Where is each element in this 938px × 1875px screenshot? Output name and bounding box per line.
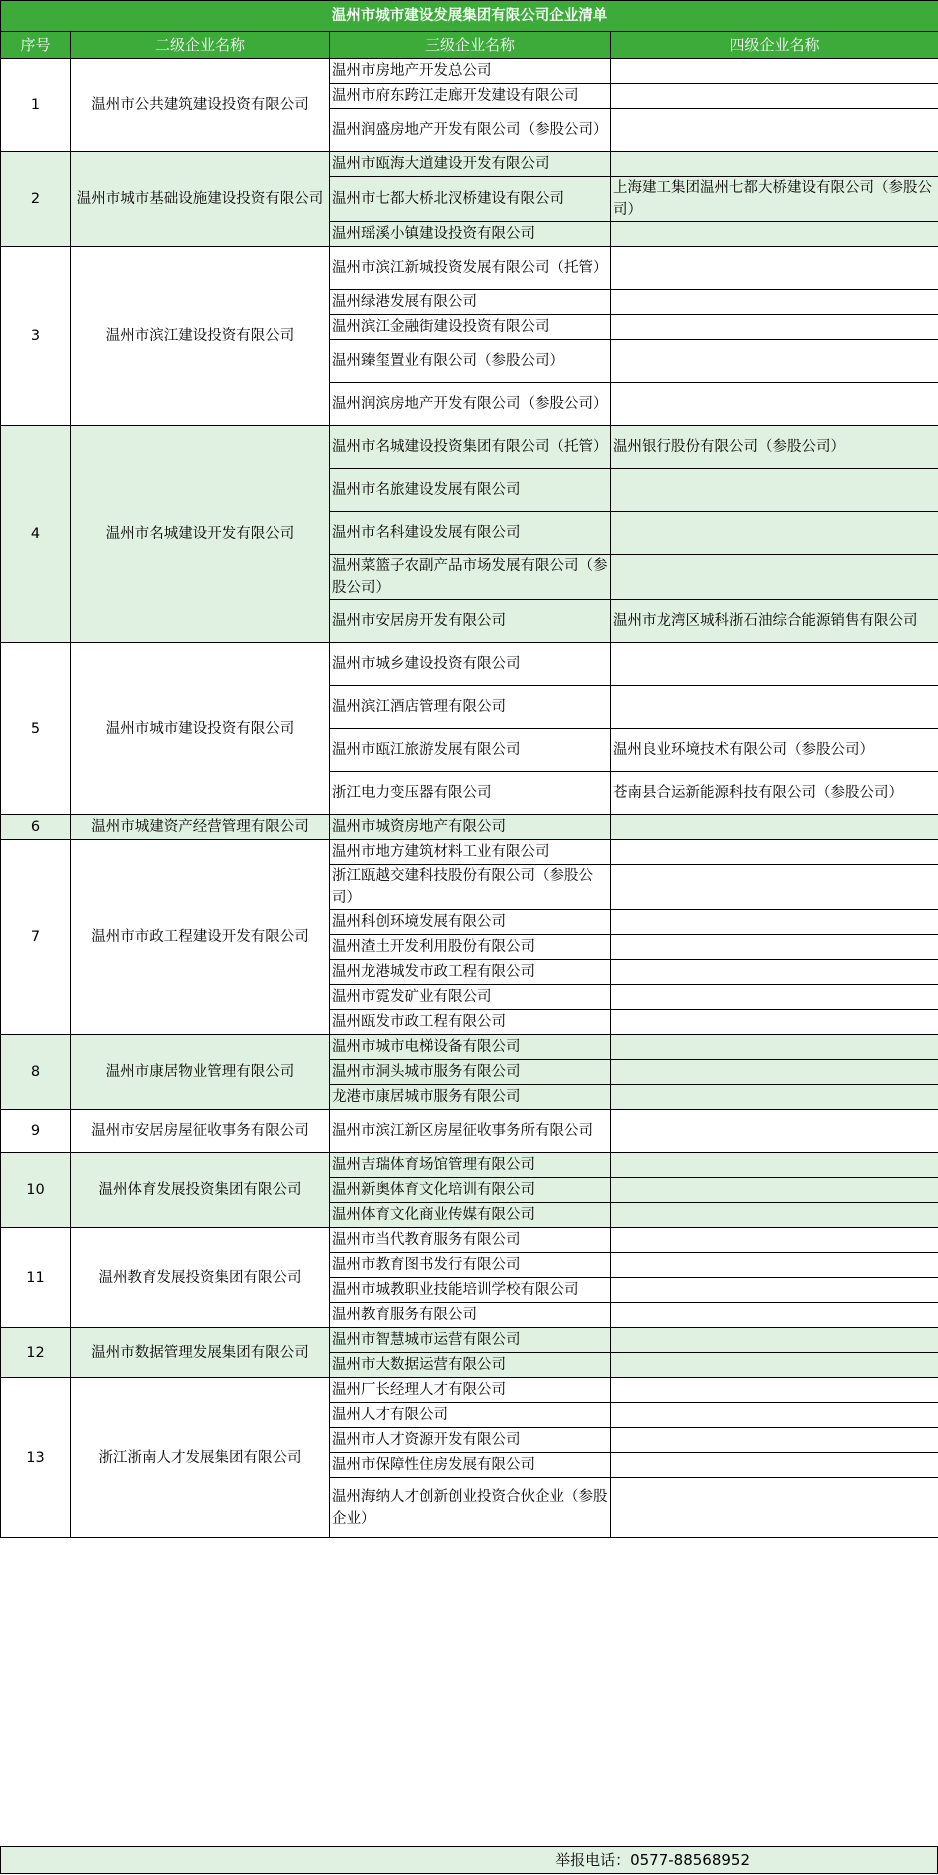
header-index: 序号 bbox=[1, 32, 71, 59]
table-row bbox=[1, 1228, 938, 1253]
row-index: 4 bbox=[1, 426, 71, 643]
level3-company: 温州菜篮子农副产品市场发展有限公司（参股公司） bbox=[330, 555, 611, 600]
level4-company bbox=[611, 315, 938, 340]
level3-company: 温州海纳人才创新创业投资合伙企业（参股企业） bbox=[330, 1478, 611, 1538]
level4-company: 苍南县合运新能源科技有限公司（参股公司） bbox=[611, 772, 938, 815]
row-index: 8 bbox=[1, 1035, 71, 1110]
row-index: 1 bbox=[1, 59, 71, 152]
level3-company: 温州市洞头城市服务有限公司 bbox=[330, 1060, 611, 1085]
level3-company: 温州人才有限公司 bbox=[330, 1403, 611, 1428]
level3-company: 温州市滨江新城投资发展有限公司（托管） bbox=[330, 247, 611, 290]
level4-company bbox=[611, 340, 938, 383]
row-index: 7 bbox=[1, 840, 71, 1035]
level3-company: 温州渣土开发利用股份有限公司 bbox=[330, 935, 611, 960]
level4-company bbox=[611, 1253, 938, 1278]
level4-company bbox=[611, 960, 938, 985]
level3-company: 温州润盛房地产开发有限公司（参股公司） bbox=[330, 109, 611, 152]
level2-company: 浙江浙南人才发展集团有限公司 bbox=[71, 1378, 330, 1538]
level3-company: 温州市城教职业技能培训学校有限公司 bbox=[330, 1278, 611, 1303]
row-index: 3 bbox=[1, 247, 71, 426]
level4-company: 温州良业环境技术有限公司（参股公司） bbox=[611, 729, 938, 772]
table-row bbox=[1, 426, 938, 469]
level4-company bbox=[611, 1085, 938, 1110]
level4-company: 温州市龙湾区城科浙石油综合能源销售有限公司 bbox=[611, 600, 938, 643]
level3-company: 温州市瓯江旅游发展有限公司 bbox=[330, 729, 611, 772]
level3-company: 温州市七都大桥北汊桥建设有限公司 bbox=[330, 177, 611, 222]
level4-company bbox=[611, 985, 938, 1010]
level3-company: 温州厂长经理人才有限公司 bbox=[330, 1378, 611, 1403]
level4-company bbox=[611, 222, 938, 247]
level3-company: 温州市当代教育服务有限公司 bbox=[330, 1228, 611, 1253]
report-hotline-text: 举报电话：0577-88568952 bbox=[555, 1851, 750, 1869]
level4-company bbox=[611, 1203, 938, 1228]
row-index: 5 bbox=[1, 643, 71, 815]
level4-company bbox=[611, 59, 938, 84]
level4-company bbox=[611, 1060, 938, 1085]
level3-company: 温州市房地产开发总公司 bbox=[330, 59, 611, 84]
level3-company: 温州市滨江新区房屋征收事务所有限公司 bbox=[330, 1110, 611, 1153]
level3-company: 温州市教育图书发行有限公司 bbox=[330, 1253, 611, 1278]
level4-company bbox=[611, 1153, 938, 1178]
header-level3: 三级企业名称 bbox=[330, 32, 611, 59]
level3-company: 温州滨江酒店管理有限公司 bbox=[330, 686, 611, 729]
level2-company: 温州市公共建筑建设投资有限公司 bbox=[71, 59, 330, 152]
level4-company bbox=[611, 555, 938, 600]
level4-company bbox=[611, 247, 938, 290]
table-row bbox=[1, 1328, 938, 1353]
level4-company bbox=[611, 1353, 938, 1378]
level3-company: 温州滨江金融街建设投资有限公司 bbox=[330, 315, 611, 340]
level4-company bbox=[611, 910, 938, 935]
table-row bbox=[1, 840, 938, 865]
level3-company: 温州市大数据运营有限公司 bbox=[330, 1353, 611, 1378]
level3-company: 温州市名科建设发展有限公司 bbox=[330, 512, 611, 555]
level4-company bbox=[611, 935, 938, 960]
level3-company: 温州体育文化商业传媒有限公司 bbox=[330, 1203, 611, 1228]
level4-company bbox=[611, 1178, 938, 1203]
sheet-title: 温州市城市建设发展集团有限公司企业清单 bbox=[1, 1, 938, 32]
level3-company: 温州市城乡建设投资有限公司 bbox=[330, 643, 611, 686]
level3-company: 温州教育服务有限公司 bbox=[330, 1303, 611, 1328]
row-index: 10 bbox=[1, 1153, 71, 1228]
table-row bbox=[1, 152, 938, 177]
row-index: 2 bbox=[1, 152, 71, 247]
level4-company bbox=[611, 1303, 938, 1328]
level3-company: 温州市人才资源开发有限公司 bbox=[330, 1428, 611, 1453]
row-index: 12 bbox=[1, 1328, 71, 1378]
level3-company: 温州瑶溪小镇建设投资有限公司 bbox=[330, 222, 611, 247]
row-index: 11 bbox=[1, 1228, 71, 1328]
level4-company bbox=[611, 1453, 938, 1478]
table-row bbox=[1, 1035, 938, 1060]
level4-company bbox=[611, 1328, 938, 1353]
report-hotline bbox=[0, 1846, 938, 1874]
level3-company: 温州龙港城发市政工程有限公司 bbox=[330, 960, 611, 985]
level3-company: 温州市城资房地产有限公司 bbox=[330, 815, 611, 840]
level3-company: 温州市保障性住房发展有限公司 bbox=[330, 1453, 611, 1478]
level3-company: 温州市智慧城市运营有限公司 bbox=[330, 1328, 611, 1353]
level2-company: 温州市名城建设开发有限公司 bbox=[71, 426, 330, 643]
header-level2: 二级企业名称 bbox=[71, 32, 330, 59]
level4-company bbox=[611, 1228, 938, 1253]
level4-company bbox=[611, 152, 938, 177]
level4-company: 上海建工集团温州七都大桥建设有限公司（参股公司） bbox=[611, 177, 938, 222]
level3-company: 温州市府东跨江走廊开发建设有限公司 bbox=[330, 84, 611, 109]
level3-company: 温州市地方建筑材料工业有限公司 bbox=[330, 840, 611, 865]
level3-company: 温州市安居房开发有限公司 bbox=[330, 600, 611, 643]
level3-company: 温州吉瑞体育场馆管理有限公司 bbox=[330, 1153, 611, 1178]
level3-company: 温州市霓发矿业有限公司 bbox=[330, 985, 611, 1010]
table-row bbox=[1, 59, 938, 84]
level4-company bbox=[611, 1403, 938, 1428]
level2-company: 温州市数据管理发展集团有限公司 bbox=[71, 1328, 330, 1378]
level4-company bbox=[611, 1110, 938, 1153]
level4-company bbox=[611, 1428, 938, 1453]
level4-company bbox=[611, 290, 938, 315]
level3-company: 龙港市康居城市服务有限公司 bbox=[330, 1085, 611, 1110]
level2-company: 温州市滨江建设投资有限公司 bbox=[71, 247, 330, 426]
table-row bbox=[1, 1110, 938, 1153]
level3-company: 温州润滨房地产开发有限公司（参股公司） bbox=[330, 383, 611, 426]
table-row bbox=[1, 1153, 938, 1178]
level4-company bbox=[611, 1478, 938, 1538]
row-index: 9 bbox=[1, 1110, 71, 1153]
table-row bbox=[1, 643, 938, 686]
level3-company: 温州新奥体育文化培训有限公司 bbox=[330, 1178, 611, 1203]
row-index: 6 bbox=[1, 815, 71, 840]
level2-company: 温州市市政工程建设开发有限公司 bbox=[71, 840, 330, 1035]
level3-company: 温州市名旅建设发展有限公司 bbox=[330, 469, 611, 512]
level3-company: 浙江瓯越交建科技股份有限公司（参股公司） bbox=[330, 865, 611, 910]
level4-company bbox=[611, 815, 938, 840]
level3-company: 温州科创环境发展有限公司 bbox=[330, 910, 611, 935]
level4-company: 温州银行股份有限公司（参股公司） bbox=[611, 426, 938, 469]
level4-company bbox=[611, 512, 938, 555]
level4-company bbox=[611, 469, 938, 512]
level3-company: 浙江电力变压器有限公司 bbox=[330, 772, 611, 815]
level4-company bbox=[611, 840, 938, 865]
level4-company bbox=[611, 109, 938, 152]
row-index: 13 bbox=[1, 1378, 71, 1538]
level2-company: 温州市城市基础设施建设投资有限公司 bbox=[71, 152, 330, 247]
level4-company bbox=[611, 1278, 938, 1303]
level2-company: 温州市城市建设投资有限公司 bbox=[71, 643, 330, 815]
table-row bbox=[1, 815, 938, 840]
table-row bbox=[1, 247, 938, 290]
level4-company bbox=[611, 383, 938, 426]
level2-company: 温州市康居物业管理有限公司 bbox=[71, 1035, 330, 1110]
table-row bbox=[1, 1378, 938, 1403]
level3-company: 温州瓯发市政工程有限公司 bbox=[330, 1010, 611, 1035]
level3-company: 温州绿港发展有限公司 bbox=[330, 290, 611, 315]
level3-company: 温州臻玺置业有限公司（参股公司） bbox=[330, 340, 611, 383]
level4-company bbox=[611, 84, 938, 109]
level3-company: 温州市城市电梯设备有限公司 bbox=[330, 1035, 611, 1060]
header-level4: 四级企业名称 bbox=[611, 32, 938, 59]
level4-company bbox=[611, 686, 938, 729]
level4-company bbox=[611, 865, 938, 910]
level2-company: 温州市安居房屋征收事务有限公司 bbox=[71, 1110, 330, 1153]
level2-company: 温州体育发展投资集团有限公司 bbox=[71, 1153, 330, 1228]
level3-company: 温州市瓯海大道建设开发有限公司 bbox=[330, 152, 611, 177]
level2-company: 温州市城建资产经营管理有限公司 bbox=[71, 815, 330, 840]
level4-company bbox=[611, 1010, 938, 1035]
level2-company: 温州教育发展投资集团有限公司 bbox=[71, 1228, 330, 1328]
level3-company: 温州市名城建设投资集团有限公司（托管） bbox=[330, 426, 611, 469]
level4-company bbox=[611, 1035, 938, 1060]
level4-company bbox=[611, 643, 938, 686]
level4-company bbox=[611, 1378, 938, 1403]
